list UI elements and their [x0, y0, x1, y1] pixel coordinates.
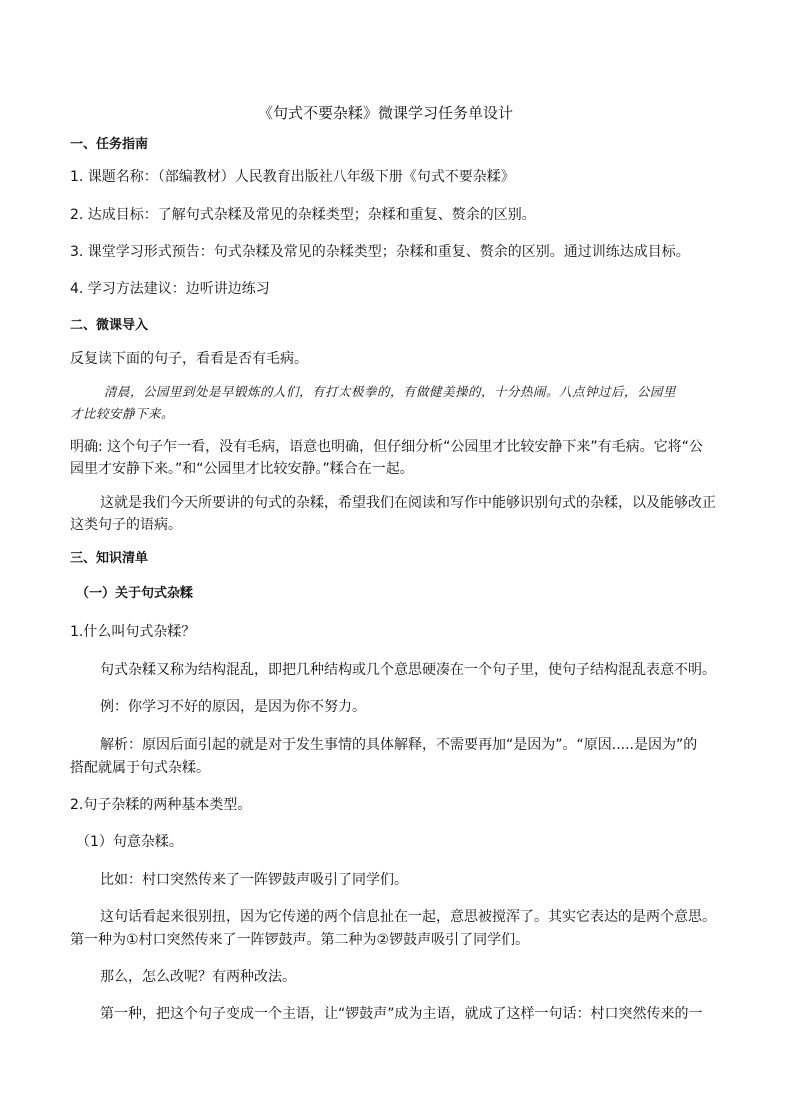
how-to-fix-text: 那么，怎么改呢？有两种改法。: [100, 969, 296, 985]
section-heading-task-guide: 一、任务指南: [70, 137, 149, 152]
question-1: 1.什么叫句式杂糅？: [70, 624, 196, 640]
example-passage-line-1: 清晨，公园里到处是早锻炼的人们，有打太极拳的，有做健美操的，十分热闹。八点钟过后，公园里: [104, 384, 677, 399]
explanation-line-2: 园里才安静下来。”和“公园里才比较安静。”糅合在一起。: [70, 461, 414, 477]
type-1-explanation-line-2: 第一种为①村口突然传来了一阵锣鼓声。第二种为②锣鼓声吸引了同学们。: [70, 932, 530, 948]
analysis-line-2: 搭配就属于句式杂糅。: [70, 760, 210, 776]
fix-1-line-1: 第一种，把这个句子变成一个主语，让“锣鼓声”成为主语，就成了这样一句话：村口突然传来的一: [100, 1006, 703, 1022]
analysis-line-1: 解析：原因后面引起的就是对于发生事情的具体解释，不需要再加“是因为”。“原因.....是因为”的: [100, 737, 698, 753]
definition-text: 句式杂糅又称为结构混乱，即把几种结构或几个意思硬凑在一个句子里，使句子结构混乱表意不明。: [100, 662, 716, 678]
type-1-explanation-line-1: 这句话看起来很别扭，因为它传递的两个信息扯在一起，意思被搅浑了。其实它表达的是两个意思。: [100, 909, 716, 925]
intro-text: 反复读下面的句子，看看是否有毛病。: [70, 351, 308, 367]
summary-line-1: 这就是我们今天所要讲的句式的杂糅，希望我们在阅读和写作中能够识别句式的杂糅，以及能够改正: [100, 495, 716, 511]
section-heading-intro: 二、微课导入: [70, 318, 149, 333]
section-heading-knowledge: 三、知识清单: [70, 551, 149, 566]
example-passage-line-2: 才比较安静下来。: [70, 406, 175, 421]
task-item-4: 4. 学习方法建议：边听讲边练习: [70, 281, 270, 297]
page-title: 《句式不要杂糅》微课学习任务单设计: [258, 104, 514, 122]
explanation-line-1: 明确: 这个句子乍一看，没有毛病，语意也明确，但仔细分析“公园里才比较安静下来”有毛病。它将“公: [70, 439, 703, 455]
task-item-1: 1. 课题名称：（部编教材）人民教育出版社八年级下册《句式不要杂糅》: [70, 169, 515, 185]
task-item-3: 3. 课堂学习形式预告：句式杂糅及常见的杂糅类型；杂糅和重复、赘余的区别。通过训练达成目标。: [70, 244, 690, 260]
type-1-heading: （1）句意杂糅。: [76, 834, 183, 850]
example-text: 例：你学习不好的原因，是因为你不努力。: [100, 699, 366, 715]
summary-line-2: 这类句子的语病。: [70, 517, 182, 533]
task-item-2: 2. 达成目标：了解句式杂糅及常见的杂糅类型；杂糅和重复、赘余的区别。: [70, 207, 536, 223]
question-2: 2.句子杂糅的两种基本类型。: [70, 797, 252, 813]
type-1-example: 比如：村口突然传来了一阵锣鼓声吸引了同学们。: [100, 872, 408, 888]
subsection-heading: （一）关于句式杂糅: [76, 586, 194, 601]
